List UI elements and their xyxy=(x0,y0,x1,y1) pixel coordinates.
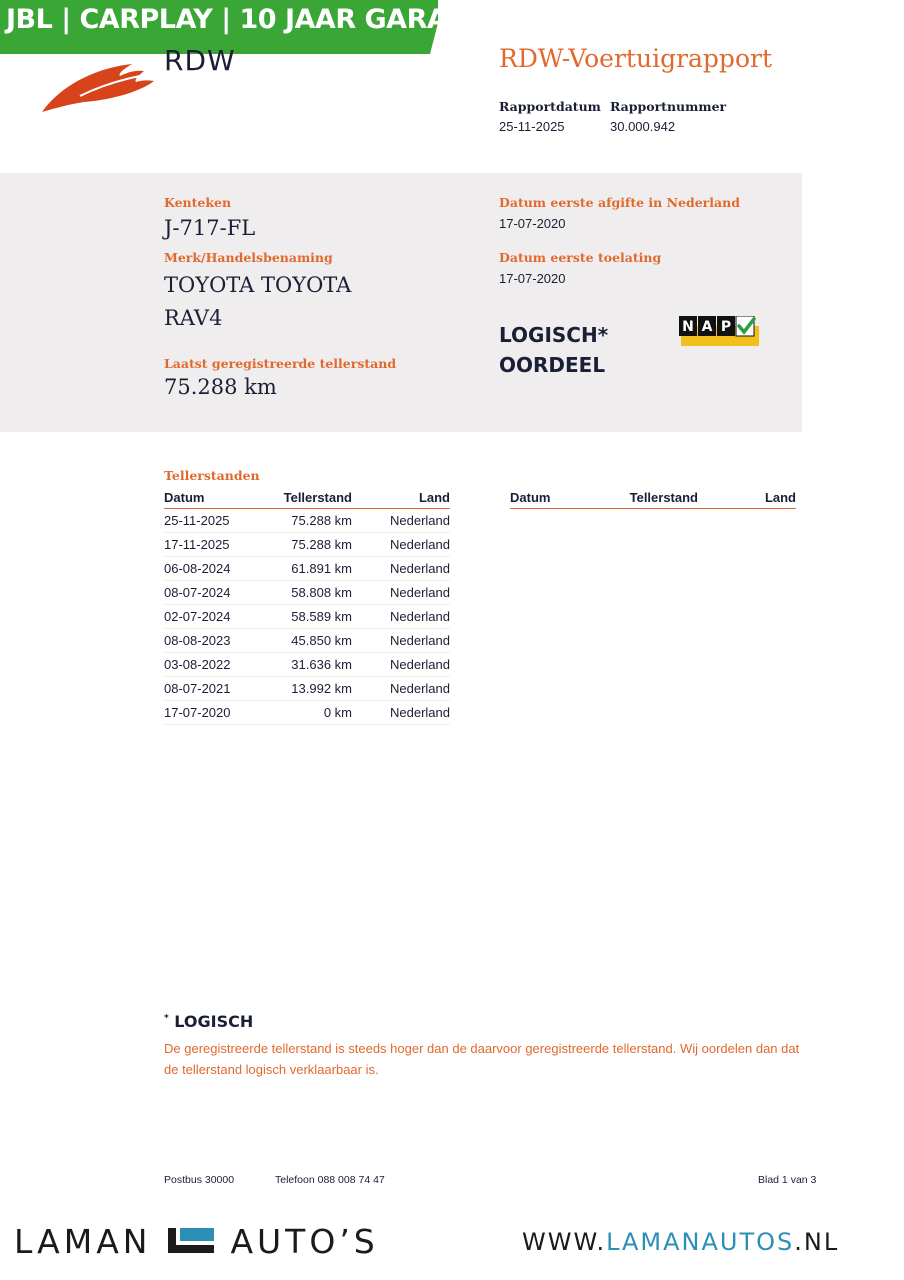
row-country: Nederland xyxy=(352,677,450,701)
row-odometer: 58.808 km xyxy=(268,581,352,605)
brand-label: Merk/Handelsbenaming xyxy=(164,250,333,265)
row-date: 06-08-2024 xyxy=(164,557,268,581)
promo-banner-text: JBL | CARPLAY | 10 JAAR GARANTIE xyxy=(6,4,515,35)
nap-letter-a: A xyxy=(701,319,713,335)
first-admission-value: 17-07-2020 xyxy=(499,271,566,286)
dealer-url-prefix: WWW. xyxy=(522,1228,607,1256)
note-title xyxy=(164,1012,253,1031)
table-row xyxy=(164,629,450,653)
table-row xyxy=(164,677,450,701)
table-row xyxy=(164,653,450,677)
row-odometer: 75.288 km xyxy=(268,509,352,533)
plate-label: Kenteken xyxy=(164,195,232,210)
row-odometer: 13.992 km xyxy=(268,677,352,701)
report-title: RDW-Voertuigrapport xyxy=(499,44,772,73)
row-date: 17-07-2020 xyxy=(164,701,268,725)
col-country-2: Land xyxy=(698,486,796,509)
rdw-feather-logo xyxy=(40,56,160,116)
row-date: 25-11-2025 xyxy=(164,509,268,533)
note-text: De geregistreerde tellerstand is steeds hoger dan de daarvoor geregistreerde tellerstand. Wij oordelen dan dat de tellerstand logisch verklaarbaar is. xyxy=(164,1041,800,1077)
col-date: Datum xyxy=(164,486,268,509)
report-number: 30.000.942 xyxy=(610,119,676,134)
first-issue-value: 17-07-2020 xyxy=(499,216,566,231)
dealer-logo xyxy=(14,1222,379,1261)
col-date-2: Datum xyxy=(510,486,614,509)
row-country: Nederland xyxy=(352,605,450,629)
nap-badge xyxy=(679,316,759,348)
readings-title: Tellerstanden xyxy=(164,468,260,483)
first-issue-label: Datum eerste afgifte in Nederland xyxy=(499,195,740,210)
plate-value: J-717-FL xyxy=(164,216,256,240)
note-marker: * xyxy=(164,1013,169,1024)
row-date: 08-07-2024 xyxy=(164,581,268,605)
verdict-line-1: LOGISCH* xyxy=(499,323,609,347)
dealer-name-left: LAMAN xyxy=(14,1222,152,1261)
odometer-label: Laatst geregistreerde tellerstand xyxy=(164,356,397,371)
first-admission-label: Datum eerste toelating xyxy=(499,250,662,265)
note-title-text: LOGISCH xyxy=(174,1012,254,1031)
table-row xyxy=(164,701,450,725)
report-number-label: Rapportnummer xyxy=(610,99,727,114)
readings-table xyxy=(164,486,450,725)
row-country: Nederland xyxy=(352,653,450,677)
col-country: Land xyxy=(352,486,450,509)
panel-corner xyxy=(0,410,110,434)
nap-letter-p: P xyxy=(720,319,732,335)
row-odometer: 58.589 km xyxy=(268,605,352,629)
nap-letter-n: N xyxy=(682,319,694,335)
table-row xyxy=(164,557,450,581)
row-country: Nederland xyxy=(352,557,450,581)
brand-line-1: TOYOTA TOYOTA xyxy=(164,273,352,297)
dealer-name-right: AUTO’S xyxy=(230,1222,379,1261)
row-country: Nederland xyxy=(352,509,450,533)
row-odometer: 0 km xyxy=(268,701,352,725)
readings-header-row xyxy=(164,486,450,509)
row-date: 08-07-2021 xyxy=(164,677,268,701)
row-date: 03-08-2022 xyxy=(164,653,268,677)
footer-page: Blad 1 van 3 xyxy=(758,1174,817,1186)
verdict xyxy=(499,320,608,380)
footer-phone: Telefoon 088 008 74 47 xyxy=(275,1174,385,1186)
row-odometer: 75.288 km xyxy=(268,533,352,557)
readings-table-continued xyxy=(510,486,796,509)
row-odometer: 31.636 km xyxy=(268,653,352,677)
verdict-line-2: OORDEEL xyxy=(499,353,606,377)
row-country: Nederland xyxy=(352,701,450,725)
row-date: 08-08-2023 xyxy=(164,629,268,653)
footer-postbus: Postbus 30000 xyxy=(164,1174,235,1186)
dealer-url-suffix: .NL xyxy=(794,1228,840,1256)
table-row xyxy=(164,581,450,605)
odometer-value: 75.288 km xyxy=(164,375,277,399)
row-odometer: 45.850 km xyxy=(268,629,352,653)
row-date: 02-07-2024 xyxy=(164,605,268,629)
report-date: 25-11-2025 xyxy=(499,119,565,134)
rdw-logo-text: RDW xyxy=(164,44,236,77)
table-row xyxy=(164,605,450,629)
row-odometer: 61.891 km xyxy=(268,557,352,581)
dealer-mark-icon xyxy=(166,1225,216,1255)
row-country: Nederland xyxy=(352,581,450,605)
table-row xyxy=(164,533,450,557)
brand-line-2: RAV4 xyxy=(164,306,223,330)
row-country: Nederland xyxy=(352,629,450,653)
dealer-url-brand: LAMANAUTOS xyxy=(606,1228,795,1256)
col-odometer: Tellerstand xyxy=(268,486,352,509)
dealer-url[interactable] xyxy=(522,1228,839,1256)
row-date: 17-11-2025 xyxy=(164,533,268,557)
col-odometer-2: Tellerstand xyxy=(614,486,698,509)
row-country: Nederland xyxy=(352,533,450,557)
readings-header-row-2 xyxy=(510,486,796,509)
table-row xyxy=(164,509,450,533)
report-date-label: Rapportdatum xyxy=(499,99,601,114)
vehicle-summary-panel xyxy=(0,173,802,432)
